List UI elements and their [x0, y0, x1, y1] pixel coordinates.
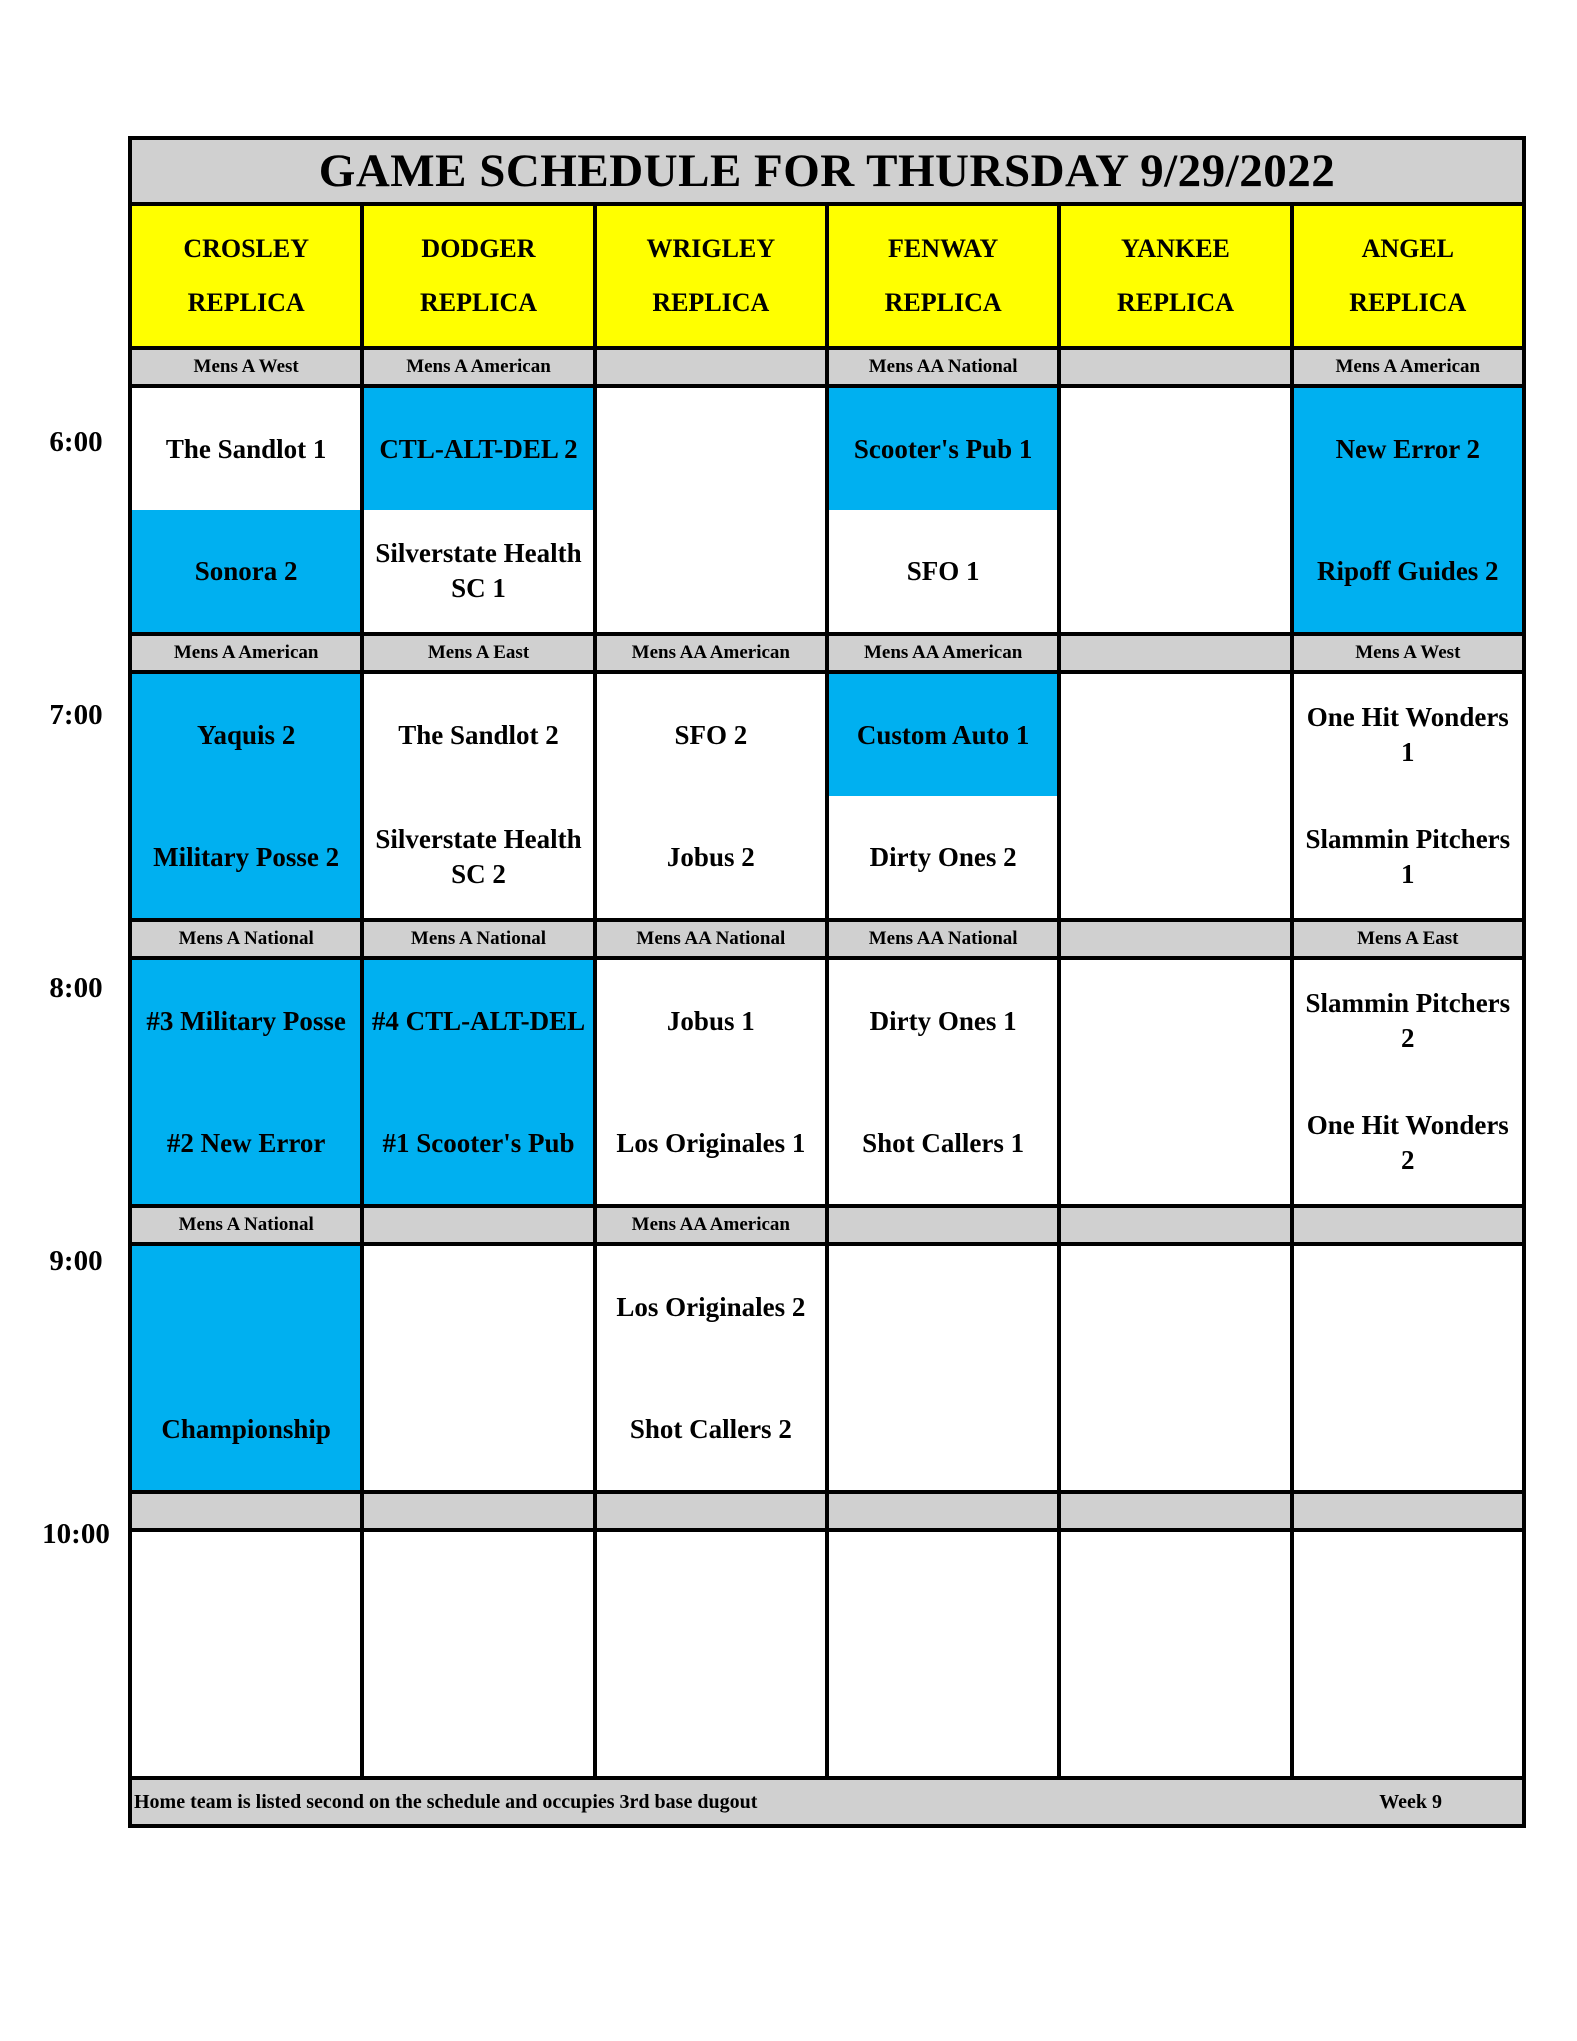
division-label [1061, 636, 1293, 670]
stadium-header-cell [1294, 206, 1522, 346]
game-cell [1061, 1532, 1293, 1776]
schedule-table [128, 136, 1526, 1828]
stadium-name: WRIGLEY [646, 234, 776, 263]
stadium-name: ANGEL [1361, 234, 1455, 263]
division-label [132, 1494, 364, 1528]
game-cell [132, 960, 364, 1204]
game-cell [829, 388, 1061, 632]
division-label [829, 1208, 1061, 1242]
team-slot-top [829, 1532, 1057, 1654]
game-cell [597, 960, 829, 1204]
team-slot-bottom [364, 1654, 592, 1776]
team-slot-bottom: Shot Callers 1 [829, 1082, 1057, 1204]
division-label [364, 1208, 596, 1242]
stadium-name: YANKEE [1121, 234, 1230, 263]
division-row [132, 1208, 1522, 1246]
game-cell [1061, 388, 1293, 632]
team-slot-bottom [597, 1654, 825, 1776]
game-cell [364, 1246, 596, 1490]
team-slot-bottom [1294, 1368, 1522, 1490]
game-cell [1294, 1246, 1522, 1490]
team-slot-top [1061, 1246, 1289, 1368]
division-label [1294, 1208, 1522, 1242]
footer-bar [132, 1780, 1522, 1824]
team-slot-top [597, 1532, 825, 1654]
stadium-subtitle: REPLICA [884, 288, 1002, 317]
schedule-blocks [132, 350, 1522, 1780]
division-label: Mens A American [1294, 350, 1522, 384]
team-slot-top: New Error 2 [1294, 388, 1522, 510]
game-row [132, 674, 1522, 922]
time-label: 9:00 [49, 1245, 103, 1277]
stadium-header-cell [597, 206, 829, 346]
team-slot-bottom [1061, 1654, 1289, 1776]
team-slot-top [1061, 1532, 1289, 1654]
team-slot-top [1061, 960, 1289, 1082]
team-slot-bottom [597, 510, 825, 632]
game-cell [1294, 960, 1522, 1204]
division-label: Mens A East [1294, 922, 1522, 956]
team-slot-top: CTL-ALT-DEL 2 [364, 388, 592, 510]
division-label [1294, 1494, 1522, 1528]
division-label: Mens A West [132, 350, 364, 384]
stadium-header-cell [829, 206, 1061, 346]
game-cell [1061, 674, 1293, 918]
team-slot-top: Scooter's Pub 1 [829, 388, 1057, 510]
division-row [132, 636, 1522, 674]
game-cell [1061, 1246, 1293, 1490]
game-cell [1294, 1532, 1522, 1776]
team-slot-top: One Hit Wonders 1 [1294, 674, 1522, 796]
division-row [132, 922, 1522, 960]
division-row [132, 350, 1522, 388]
team-slot-bottom: #1 Scooter's Pub [364, 1082, 592, 1204]
team-slot-bottom [1061, 796, 1289, 918]
stadium-header-cell [1061, 206, 1293, 346]
division-label: Mens A National [364, 922, 596, 956]
game-cell [1294, 674, 1522, 918]
division-label: Mens AA National [829, 922, 1061, 956]
team-slot-bottom: One Hit Wonders 2 [1294, 1082, 1522, 1204]
team-slot-bottom: Ripoff Guides 2 [1294, 510, 1522, 632]
game-cell [364, 1532, 596, 1776]
team-slot-bottom [829, 1368, 1057, 1490]
division-label [1061, 1208, 1293, 1242]
team-slot-bottom: Military Posse 2 [132, 796, 360, 918]
time-label: 6:00 [49, 426, 103, 458]
division-label: Mens A American [132, 636, 364, 670]
division-label: Mens AA American [829, 636, 1061, 670]
team-slot-top [1294, 1246, 1522, 1368]
stadium-header-cell [364, 206, 596, 346]
division-label [1061, 350, 1293, 384]
division-label: Mens AA American [597, 636, 829, 670]
stadium-name: FENWAY [888, 234, 999, 263]
team-slot-top: Jobus 1 [597, 960, 825, 1082]
team-slot-top: Yaquis 2 [132, 674, 360, 796]
team-slot-bottom: Sonora 2 [132, 510, 360, 632]
footer-note: Home team is listed second on the schedule and occupies 3rd base dugout [134, 1790, 758, 1813]
division-label [597, 350, 829, 384]
team-slot-top: The Sandlot 1 [132, 388, 360, 510]
team-slot-bottom: Championship [132, 1368, 360, 1490]
team-slot-bottom [829, 1654, 1057, 1776]
game-cell [829, 1246, 1061, 1490]
team-slot-bottom: Los Originales 1 [597, 1082, 825, 1204]
page-title: GAME SCHEDULE FOR THURSDAY 9/29/2022 [132, 140, 1522, 206]
division-label: Mens AA National [597, 922, 829, 956]
division-label: Mens AA National [829, 350, 1061, 384]
team-slot-bottom: Silverstate Health SC 1 [364, 510, 592, 632]
team-slot-top [364, 1532, 592, 1654]
game-cell [364, 960, 596, 1204]
team-slot-bottom: Jobus 2 [597, 796, 825, 918]
time-label: 10:00 [42, 1518, 110, 1550]
game-cell [132, 1246, 364, 1490]
division-label: Mens AA American [597, 1208, 829, 1242]
stadium-header-row [132, 206, 1522, 350]
stadium-subtitle: REPLICA [652, 288, 770, 317]
team-slot-top [132, 1532, 360, 1654]
game-row [132, 388, 1522, 636]
game-cell [597, 388, 829, 632]
stadium-subtitle: REPLICA [1349, 288, 1467, 317]
game-cell [829, 960, 1061, 1204]
game-cell [364, 674, 596, 918]
game-row [132, 1532, 1522, 1780]
team-slot-top [1294, 1532, 1522, 1654]
stadium-name: DODGER [421, 234, 536, 263]
game-row [132, 1246, 1522, 1494]
game-cell [829, 674, 1061, 918]
team-slot-bottom: #2 New Error [132, 1082, 360, 1204]
stadium-subtitle: REPLICA [187, 288, 305, 317]
game-row [132, 960, 1522, 1208]
division-label: Mens A West [1294, 636, 1522, 670]
team-slot-top: #3 Military Posse [132, 960, 360, 1082]
team-slot-top [829, 1246, 1057, 1368]
time-label: 8:00 [49, 972, 103, 1004]
team-slot-bottom: Silverstate Health SC 2 [364, 796, 592, 918]
team-slot-top: The Sandlot 2 [364, 674, 592, 796]
division-row [132, 1494, 1522, 1532]
division-label [1061, 922, 1293, 956]
team-slot-bottom [132, 1654, 360, 1776]
time-label: 7:00 [49, 699, 103, 731]
division-label: Mens A East [364, 636, 596, 670]
team-slot-bottom: Dirty Ones 2 [829, 796, 1057, 918]
team-slot-top: Slammin Pitchers 2 [1294, 960, 1522, 1082]
game-cell [132, 388, 364, 632]
game-cell [132, 674, 364, 918]
stadium-subtitle: REPLICA [419, 288, 537, 317]
game-cell [597, 674, 829, 918]
team-slot-bottom [1061, 1368, 1289, 1490]
game-cell [132, 1532, 364, 1776]
team-slot-top: Custom Auto 1 [829, 674, 1057, 796]
game-cell [1061, 960, 1293, 1204]
division-label [364, 1494, 596, 1528]
game-cell [829, 1532, 1061, 1776]
team-slot-bottom: Slammin Pitchers 1 [1294, 796, 1522, 918]
game-cell [597, 1532, 829, 1776]
game-cell [597, 1246, 829, 1490]
team-slot-bottom: Shot Callers 2 [597, 1368, 825, 1490]
team-slot-top [364, 1246, 592, 1368]
team-slot-top: Dirty Ones 1 [829, 960, 1057, 1082]
team-slot-bottom [364, 1368, 592, 1490]
stadium-subtitle: REPLICA [1116, 288, 1234, 317]
division-label [1061, 1494, 1293, 1528]
division-label: Mens A National [132, 1208, 364, 1242]
team-slot-top: SFO 2 [597, 674, 825, 796]
stadium-header-cell [132, 206, 364, 346]
team-slot-top [597, 388, 825, 510]
team-slot-top: Los Originales 2 [597, 1246, 825, 1368]
division-label [829, 1494, 1061, 1528]
team-slot-bottom [1061, 1082, 1289, 1204]
game-cell [1294, 388, 1522, 632]
team-slot-top [1061, 674, 1289, 796]
team-slot-top: #4 CTL-ALT-DEL [364, 960, 592, 1082]
division-label: Mens A National [132, 922, 364, 956]
team-slot-bottom [1061, 510, 1289, 632]
division-label [597, 1494, 829, 1528]
team-slot-top [1061, 388, 1289, 510]
team-slot-bottom [1294, 1654, 1522, 1776]
team-slot-bottom: SFO 1 [829, 510, 1057, 632]
week-label: Week 9 [1379, 1790, 1442, 1813]
game-cell [364, 388, 596, 632]
team-slot-top [132, 1246, 360, 1368]
stadium-name: CROSLEY [183, 234, 310, 263]
division-label: Mens A American [364, 350, 596, 384]
